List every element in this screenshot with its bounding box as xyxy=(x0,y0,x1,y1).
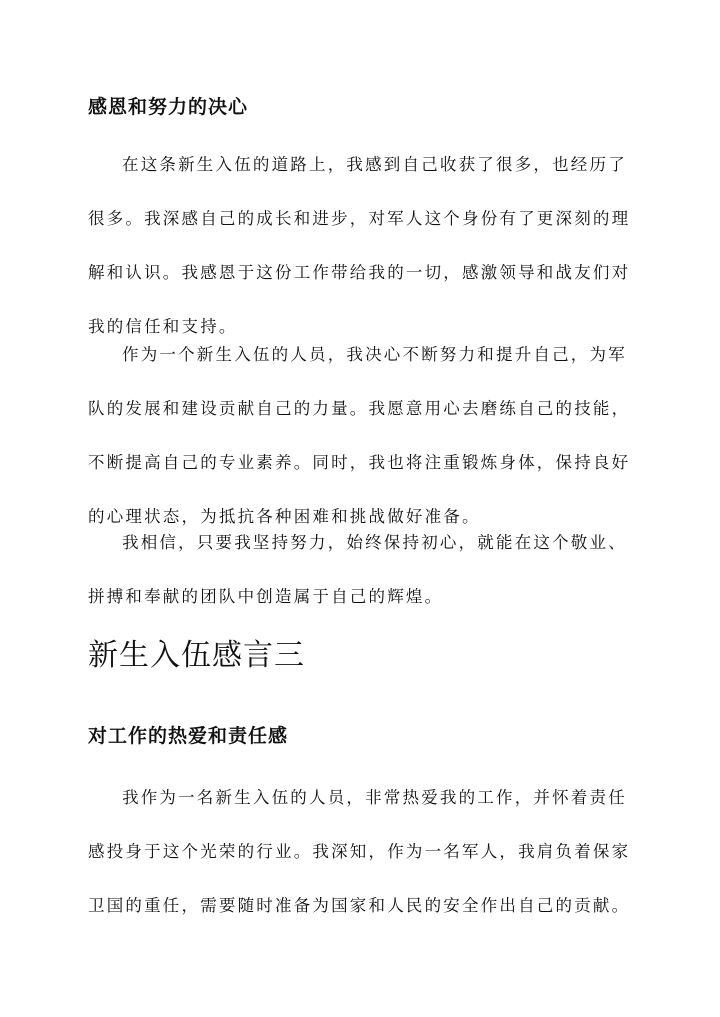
section-heading-love-of-work: 对工作的热爱和责任感 xyxy=(88,725,289,747)
paragraph-line: 解和认识。我感恩于这份工作带给我的一切，感激领导和战友们对 xyxy=(88,263,631,282)
paragraph-line: 我作为一名新生入伍的人员，非常热爱我的工作，并怀着责任 xyxy=(122,788,627,807)
paragraph-line: 我相信，只要我坚持努力，始终保持初心，就能在这个敬业、 xyxy=(122,533,627,552)
chapter-title: 新生入伍感言三 xyxy=(88,638,305,673)
paragraph-4 xyxy=(88,788,633,950)
paragraph-line: 队的发展和建设贡献自己的力量。我愿意用心去磨练自己的技能， xyxy=(88,399,631,418)
paragraph-line: 很多。我深感自己的成长和进步，对军人这个身份有了更深刻的理 xyxy=(88,209,631,228)
paragraph-2 xyxy=(88,345,633,561)
paragraph-line: 感投身于这个光荣的行业。我深知，作为一名军人，我肩负着保家 xyxy=(88,842,631,861)
paragraph-line: 卫国的重任，需要随时准备为国家和人民的安全作出自己的贡献。 xyxy=(88,896,631,915)
paragraph-line: 作为一个新生入伍的人员，我决心不断努力和提升自己，为军 xyxy=(122,345,627,364)
paragraph-line: 拼搏和奉献的团队中创造属于自己的辉煌。 xyxy=(88,587,444,606)
paragraph-line: 不断提高自己的专业素养。同时，我也将注重锻炼身体，保持良好 xyxy=(88,453,631,472)
section-heading-gratitude: 感恩和努力的决心 xyxy=(88,96,249,118)
paragraph-line: 的心理状态，为抵抗各种困难和挑战做好准备。 xyxy=(88,507,481,526)
paragraph-1 xyxy=(88,155,633,371)
paragraph-3 xyxy=(88,533,633,641)
paragraph-line: 我的信任和支持。 xyxy=(88,317,238,336)
paragraph-line: 在这条新生入伍的道路上，我感到自己收获了很多，也经历了 xyxy=(122,155,627,174)
